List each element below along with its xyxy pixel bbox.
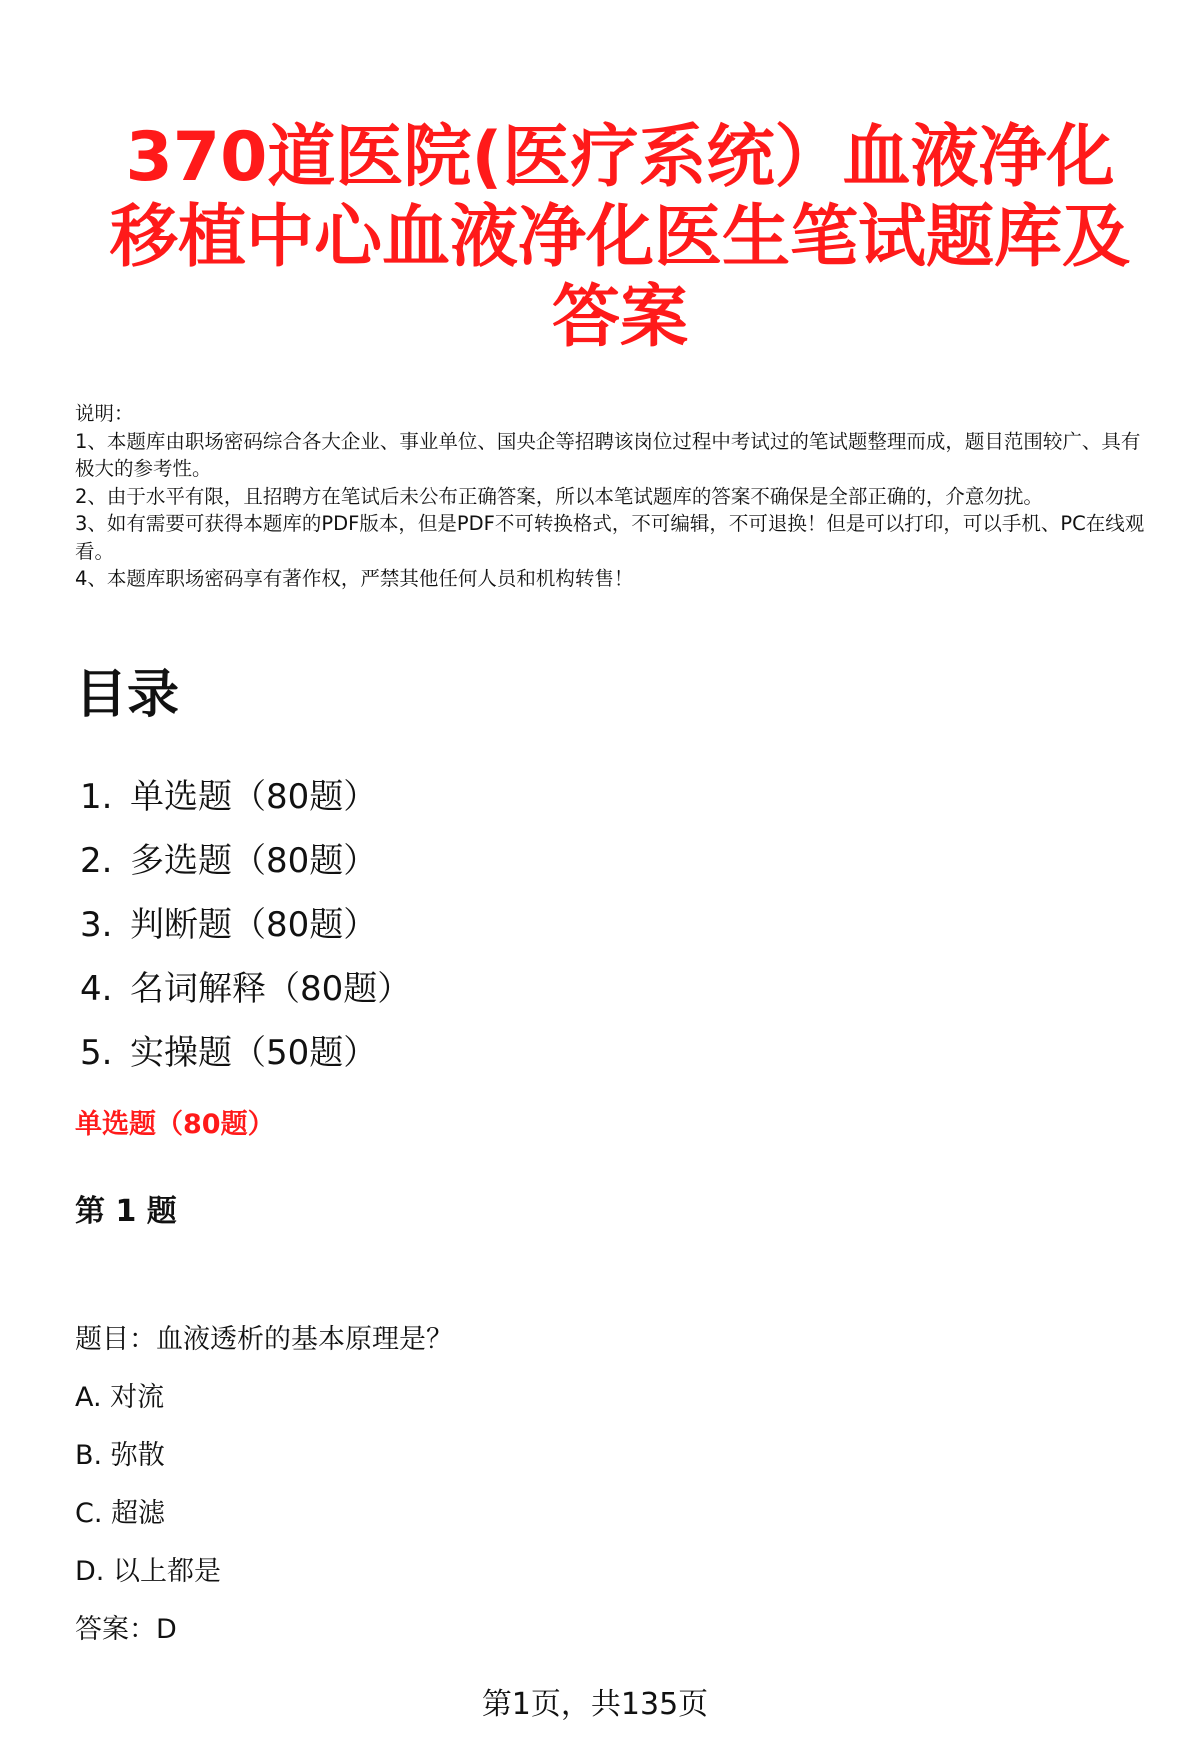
question-prompt: 题目：血液透析的基本原理是？ (75, 1324, 453, 1355)
toc-item-label: 实操题（50题） (130, 1033, 378, 1073)
notes-item: 1、本题库由职场密码综合各大企业、事业单位、国央企等招聘该岗位过程中考试过的笔试题整理而成，题目范围较广、具有极大的参考性。 (75, 429, 1141, 480)
toc-item[interactable] (80, 765, 411, 829)
toc-item-label: 名词解释（80题） (130, 969, 412, 1009)
toc-item[interactable] (80, 893, 411, 957)
question-answer: 答案：D (75, 1614, 177, 1645)
question-heading: 第 1 题 (75, 1194, 177, 1229)
question-option-a: A. 对流 (75, 1382, 165, 1413)
toc-item-label: 判断题（80题） (130, 905, 378, 945)
question-option-b: B. 弥散 (75, 1440, 165, 1471)
toc-item[interactable] (80, 829, 411, 893)
toc-item[interactable] (80, 1021, 411, 1085)
notes-item: 3、如有需要可获得本题库的PDF版本，但是PDF不可转换格式，不可编辑，不可退换！但是可以打印，可以手机、PC在线观看。 (75, 512, 1145, 563)
toc-item-number: 1. (80, 777, 113, 817)
section-heading: 单选题（80题） (75, 1109, 275, 1140)
notes-item: 2、由于水平有限，且招聘方在笔试后未公布正确答案，所以本笔试题库的答案不确保是全部正确的，介意勿扰。 (75, 484, 1043, 508)
notes-block (75, 400, 1145, 593)
toc-item-label: 多选题（80题） (130, 841, 378, 881)
document-title: 370道医院(医疗系统）血液净化移植中心血液净化医生笔试题库及答案 (109, 118, 1130, 357)
toc-item-number: 3. (80, 905, 113, 945)
toc-item-number: 5. (80, 1033, 113, 1073)
question-option-d: D. 以上都是 (75, 1556, 221, 1587)
toc-list (80, 765, 411, 1085)
notes-heading: 说明： (75, 402, 134, 425)
toc-item-label: 单选题（80题） (130, 777, 378, 817)
question-option-c: C. 超滤 (75, 1498, 166, 1529)
toc-item-number: 2. (80, 841, 113, 881)
page-number-footer: 第1页，共135页 (481, 1687, 709, 1722)
toc-item-number: 4. (80, 969, 113, 1009)
toc-heading: 目录 (75, 665, 180, 725)
toc-item[interactable] (80, 957, 411, 1021)
notes-item: 4、本题库职场密码享有著作权，严禁其他任何人员和机构转售！ (75, 567, 634, 590)
